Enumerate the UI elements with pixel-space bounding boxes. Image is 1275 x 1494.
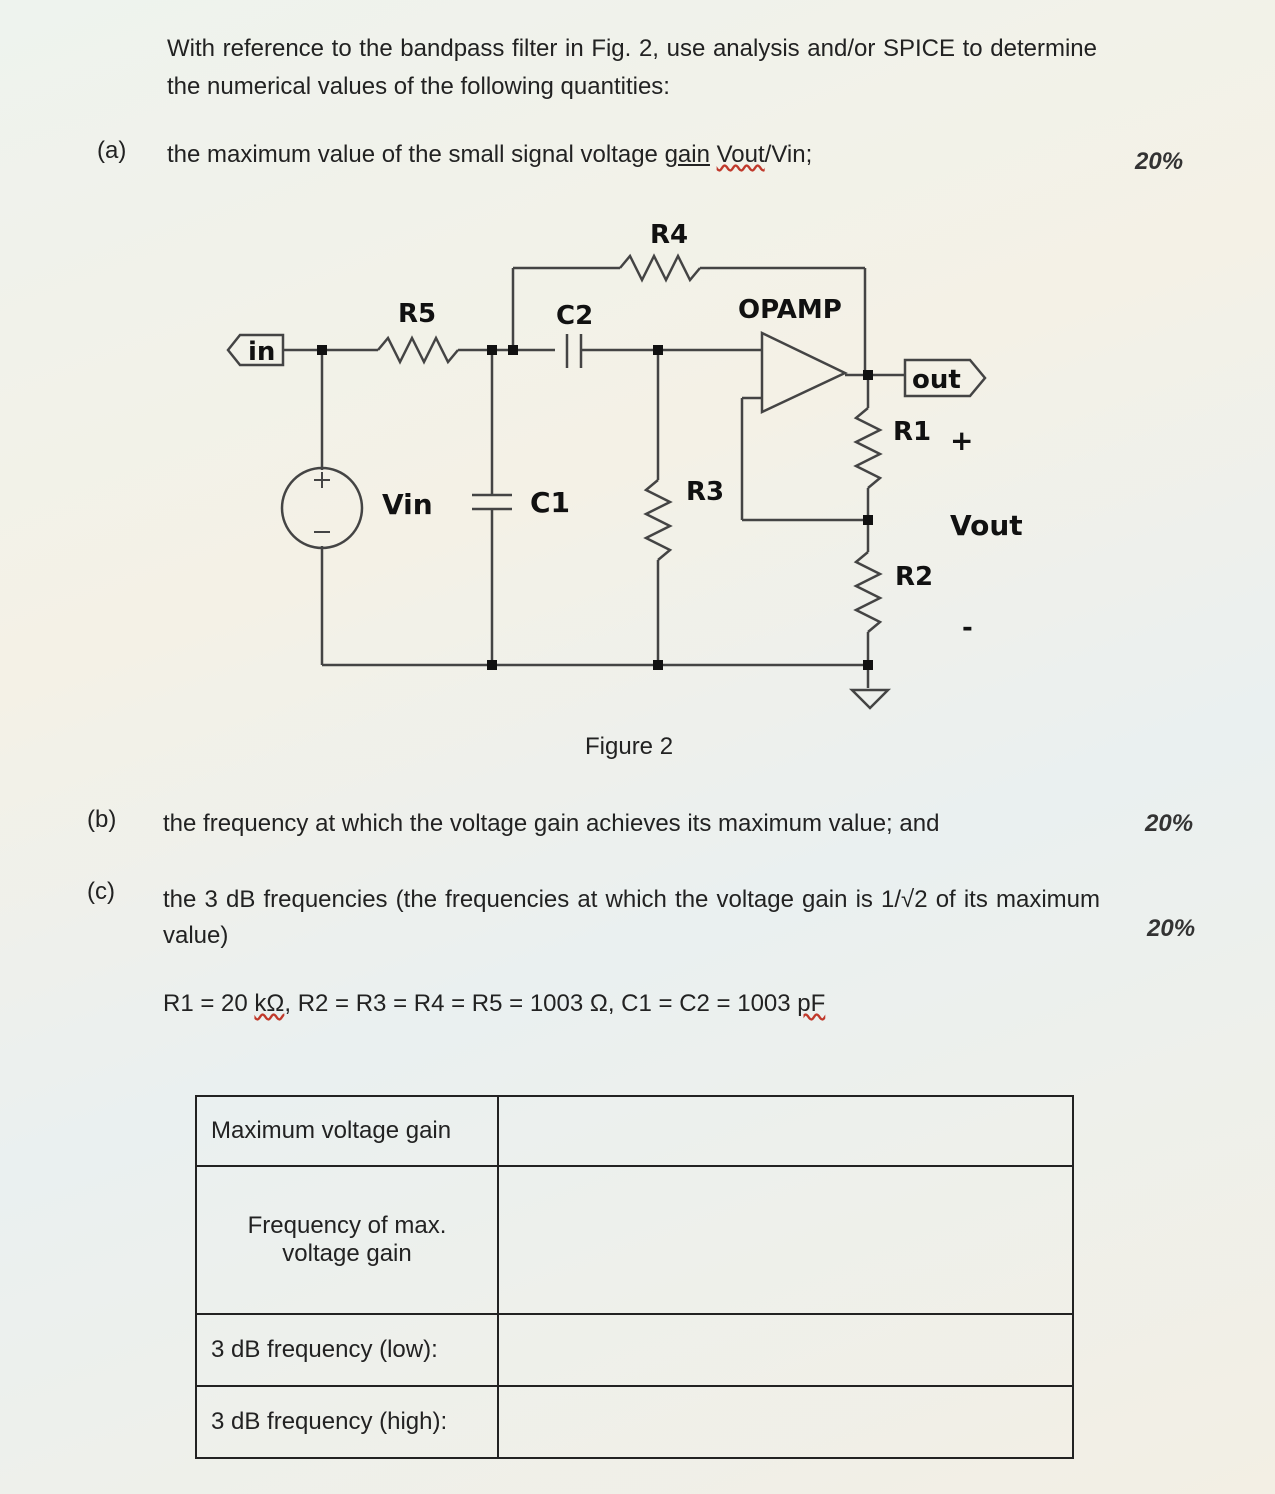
part-b-text: the frequency at which the voltage gain achieves its maximum value; and	[163, 810, 940, 837]
r1-resistor	[856, 408, 880, 488]
part-b-label: (b)	[87, 806, 117, 833]
vout-label: Vout	[950, 509, 1023, 542]
out-label: out	[912, 365, 961, 395]
part-a-label: (a)	[97, 137, 127, 164]
r5-resistor	[378, 338, 458, 362]
r2-label: R2	[895, 562, 934, 592]
circuit-diagram	[0, 0, 1275, 730]
in-label: in	[248, 337, 276, 367]
r5-label: R5	[398, 299, 437, 329]
r3-label: R3	[686, 477, 725, 507]
part-b-weight: 20%	[1145, 810, 1194, 837]
vin-label: Vin	[382, 488, 433, 521]
table-cell-label: 3 dB frequency (high):	[196, 1386, 498, 1458]
table-row	[196, 1166, 1073, 1314]
opamp-label: OPAMP	[738, 295, 842, 325]
figure-caption: Figure 2	[585, 733, 674, 760]
opamp-symbol	[762, 333, 845, 412]
answer-table	[195, 1095, 1074, 1459]
part-c-text: the 3 dB frequencies (the frequencies at which the voltage gain is 1/√2 of its maximum value)	[163, 886, 1100, 949]
table-cell-answer[interactable]	[498, 1386, 1073, 1458]
table-row	[196, 1314, 1073, 1386]
part-c-weight: 20%	[1147, 915, 1196, 942]
table-row	[196, 1386, 1073, 1458]
table-cell-label: Frequency of max. voltage gain	[196, 1166, 498, 1314]
r3-resistor	[646, 480, 670, 560]
r4-resistor	[620, 256, 700, 280]
table-cell-label: Maximum voltage gain	[196, 1096, 498, 1166]
part-a-text: the maximum value of the small signal voltage gain Vout/Vin;	[167, 141, 813, 168]
intro-text: With reference to the bandpass filter in Fig. 2, use analysis and/or SPICE to determine the numerical values of the following quantities:	[167, 35, 1097, 100]
r1-label: R1	[893, 417, 932, 447]
c2-label: C2	[556, 301, 594, 331]
c1-label: C1	[530, 486, 571, 519]
component-values: R1 = 20 kΩ, R2 = R3 = R4 = R5 = 1003 Ω, C1 = C2 = 1003 pF	[163, 990, 826, 1017]
r2-resistor	[856, 552, 880, 632]
vout-minus: -	[962, 613, 973, 643]
table-cell-label: 3 dB frequency (low):	[196, 1314, 498, 1386]
table-cell-answer[interactable]	[498, 1096, 1073, 1166]
part-c-label: (c)	[87, 878, 115, 905]
table-row	[196, 1096, 1073, 1166]
ground-symbol	[852, 690, 888, 708]
vout-plus: +	[950, 424, 974, 457]
table-cell-answer[interactable]	[498, 1314, 1073, 1386]
part-a-weight: 20%	[1135, 148, 1184, 175]
r4-label: R4	[650, 220, 689, 250]
table-cell-answer[interactable]	[498, 1166, 1073, 1314]
